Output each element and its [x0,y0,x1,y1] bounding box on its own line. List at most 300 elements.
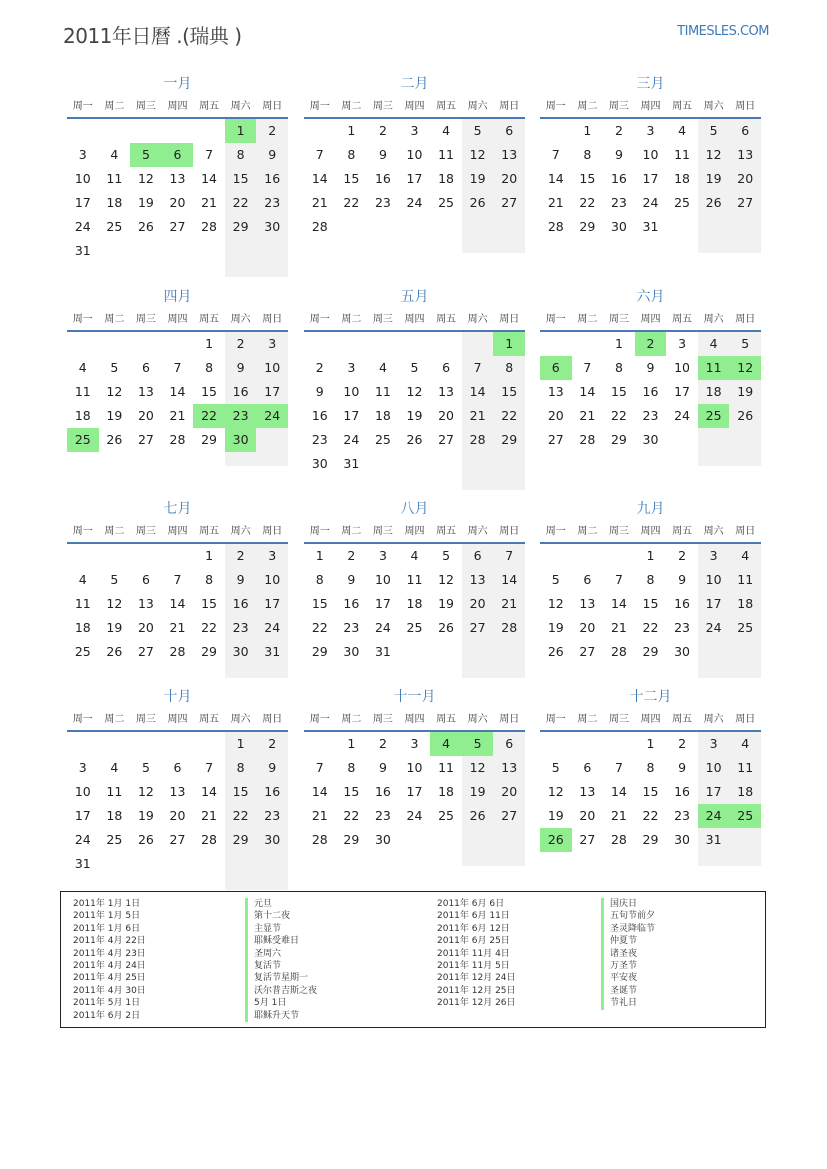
legend-date: 2011年 12月 26日 [437,998,516,1009]
weekday-label: 周日 [735,526,756,537]
weekday-label: 周二 [577,101,598,112]
legend-name: 5月 1日 [245,997,317,1009]
weekday-label: 周四 [404,526,425,537]
weekday-header [304,712,525,732]
holiday-date: 5 [462,732,494,756]
legend-date: 2011年 4月 23日 [73,948,146,959]
legend-name: 第十二夜 [245,910,317,922]
day-cell: 19 [137,195,154,210]
day-cell: 28 [311,832,328,847]
day-cell: 27 [501,808,518,823]
month-name: 十月 [163,689,192,705]
legend-name: 节礼日 [601,997,655,1009]
weekday-label: 周一 [309,526,330,537]
weekday-label: 周四 [404,314,425,325]
day-cell: 23 [642,408,659,423]
day-cell: 8 [315,572,324,587]
day-cell: 9 [236,572,245,587]
day-cell: 7 [173,360,182,375]
weekday-label: 周一 [545,314,566,325]
day-cell: 25 [106,832,123,847]
day-cell: 23 [311,432,328,447]
weekday-label: 周一 [72,526,93,537]
day-cell: 19 [705,171,722,186]
day-cell: 7 [614,760,623,775]
day-cell: 12 [547,784,564,799]
legend-date: 2011年 4月 22日 [73,936,146,947]
holiday-date: 26 [540,828,572,852]
weekday-label: 周一 [309,101,330,112]
day-cell: 11 [374,384,391,399]
legend-date: 2011年 4月 25日 [73,973,146,984]
day-cell: 5 [410,360,419,375]
weekday-label: 周六 [703,526,724,537]
weekday-label: 周一 [545,714,566,725]
day-cell: 20 [737,171,754,186]
day-cell: 26 [137,832,154,847]
day-cell: 21 [610,808,627,823]
weekday-label: 周五 [436,526,457,537]
day-cell: 9 [236,360,245,375]
weekday-header [540,312,761,332]
day-cell: 8 [646,572,655,587]
day-cell: 4 [709,336,718,351]
day-cell: 10 [705,760,722,775]
page-title: 2011年日曆 .(瑞典 ) [63,24,242,48]
weekday-label: 周六 [467,101,488,112]
day-cell: 2 [378,736,387,751]
day-cell: 27 [547,432,564,447]
day-cell: 20 [579,620,596,635]
day-cell: 10 [264,572,281,587]
holiday-legend [60,891,766,1028]
day-cell: 9 [646,360,655,375]
day-cell: 28 [201,219,218,234]
legend-name: 圣诞节 [601,985,655,997]
day-cell: 22 [343,808,360,823]
day-cell: 25 [674,195,691,210]
weekday-label: 周日 [262,101,283,112]
day-cell: 16 [232,384,249,399]
day-cell: 25 [438,195,455,210]
day-cell: 11 [406,572,423,587]
day-cell: 12 [406,384,423,399]
day-cell: 15 [610,384,627,399]
day-cell: 13 [547,384,564,399]
day-cell: 23 [264,195,281,210]
day-cell: 20 [469,596,486,611]
day-cell: 13 [469,572,486,587]
weekday-label: 周六 [703,314,724,325]
weekday-label: 周三 [608,101,629,112]
day-cell: 20 [169,808,186,823]
day-cell: 2 [236,548,245,563]
weekday-label: 周二 [104,714,125,725]
day-cell: 26 [137,219,154,234]
day-cell: 14 [547,171,564,186]
day-cell: 18 [438,171,455,186]
weekday-label: 周六 [467,314,488,325]
weekday-label: 周五 [199,526,220,537]
weekday-label: 周日 [262,714,283,725]
day-cell: 23 [374,808,391,823]
weekday-label: 周一 [72,714,93,725]
day-cell: 19 [137,808,154,823]
day-cell: 7 [551,147,560,162]
day-cell: 27 [169,219,186,234]
day-cell: 12 [106,384,123,399]
legend-date: 2011年 4月 30日 [73,985,146,996]
day-cell: 18 [74,408,91,423]
day-cell: 24 [674,408,691,423]
day-cell: 10 [74,784,91,799]
day-cell: 18 [674,171,691,186]
legend-name: 万圣节 [601,960,655,972]
day-cell: 18 [106,808,123,823]
day-cell: 27 [737,195,754,210]
day-cell: 2 [315,360,324,375]
weekday-label: 周日 [499,314,520,325]
day-cell: 29 [343,832,360,847]
day-cell: 12 [106,596,123,611]
day-cell: 30 [610,219,627,234]
day-cell: 16 [311,408,328,423]
weekday-label: 周一 [72,101,93,112]
weekday-label: 周四 [640,526,661,537]
day-cell: 20 [137,620,154,635]
day-cell: 27 [579,832,596,847]
legend-name: 耶稣升天节 [245,1010,317,1022]
weekday-label: 周一 [545,526,566,537]
day-cell: 21 [501,596,518,611]
legend-name: 耶稣受难日 [245,935,317,947]
day-cell: 17 [264,384,281,399]
holiday-date: 24 [256,404,288,428]
day-cell: 22 [311,620,328,635]
day-cell: 8 [205,360,214,375]
day-cell: 29 [610,432,627,447]
day-cell: 28 [610,832,627,847]
day-cell: 15 [343,784,360,799]
day-cell: 3 [678,336,687,351]
legend-date: 2011年 12月 25日 [437,985,516,996]
day-cell: 3 [347,360,356,375]
day-cell: 20 [169,195,186,210]
day-cell: 21 [169,408,186,423]
weekday-label: 周三 [608,526,629,537]
day-cell: 10 [642,147,659,162]
holiday-date: 2 [635,332,667,356]
day-cell: 14 [501,572,518,587]
day-cell: 29 [201,432,218,447]
day-cell: 29 [501,432,518,447]
weekday-label: 周三 [135,314,156,325]
day-cell: 1 [347,123,356,138]
day-cell: 6 [141,572,150,587]
weekday-label: 周二 [341,714,362,725]
day-cell: 27 [469,620,486,635]
day-cell: 18 [737,596,754,611]
day-cell: 3 [646,123,655,138]
weekday-label: 周三 [372,101,393,112]
holiday-date: 25 [729,804,761,828]
weekday-label: 周六 [230,526,251,537]
weekday-label: 周三 [135,526,156,537]
day-cell: 6 [173,760,182,775]
weekday-label: 周五 [199,314,220,325]
weekday-label: 周二 [104,101,125,112]
day-cell: 29 [642,832,659,847]
day-cell: 1 [205,548,214,563]
day-cell: 9 [268,760,277,775]
weekday-label: 周四 [167,714,188,725]
day-cell: 17 [74,808,91,823]
day-cell: 6 [505,736,514,751]
day-cell: 18 [705,384,722,399]
month-name: 七月 [163,501,192,517]
day-cell: 16 [343,596,360,611]
weekday-label: 周一 [309,714,330,725]
day-cell: 20 [547,408,564,423]
weekday-label: 周五 [672,101,693,112]
day-cell: 13 [501,760,518,775]
day-cell: 1 [236,736,245,751]
weekday-label: 周日 [262,314,283,325]
day-cell: 4 [110,760,119,775]
day-cell: 26 [106,432,123,447]
legend-date: 2011年 6月 25日 [437,936,510,947]
day-cell: 12 [469,760,486,775]
day-cell: 17 [264,596,281,611]
weekday-header [67,712,288,732]
day-cell: 17 [374,596,391,611]
month-name: 十二月 [629,689,672,705]
day-cell: 27 [137,432,154,447]
weekday-label: 周一 [72,314,93,325]
weekday-label: 周四 [640,314,661,325]
weekday-label: 周日 [499,714,520,725]
weekday-label: 周五 [672,714,693,725]
day-cell: 19 [547,620,564,635]
day-cell: 5 [741,336,750,351]
day-cell: 20 [137,408,154,423]
day-cell: 24 [406,808,423,823]
weekday-label: 周日 [735,714,756,725]
day-cell: 4 [110,147,119,162]
day-cell: 4 [78,572,87,587]
day-cell: 18 [406,596,423,611]
weekday-label: 周五 [672,526,693,537]
day-cell: 3 [709,548,718,563]
day-cell: 22 [579,195,596,210]
legend-date: 2011年 1月 1日 [73,899,141,909]
weekday-label: 周二 [577,526,598,537]
day-cell: 24 [74,219,91,234]
day-cell: 28 [469,432,486,447]
day-cell: 30 [264,219,281,234]
day-cell: 18 [74,620,91,635]
day-cell: 17 [705,596,722,611]
day-cell: 31 [343,456,360,471]
legend-name: 复活节 [245,960,317,972]
day-cell: 27 [501,195,518,210]
day-cell: 14 [169,596,186,611]
day-cell: 23 [232,620,249,635]
day-cell: 23 [674,620,691,635]
day-cell: 24 [705,620,722,635]
day-cell: 22 [232,195,249,210]
day-cell: 19 [469,171,486,186]
day-cell: 6 [583,572,592,587]
day-cell: 29 [201,644,218,659]
weekday-label: 周一 [545,101,566,112]
weekday-label: 周五 [436,101,457,112]
day-cell: 1 [315,548,324,563]
day-cell: 31 [705,832,722,847]
day-cell: 12 [547,596,564,611]
day-cell: 8 [205,572,214,587]
day-cell: 2 [347,548,356,563]
day-cell: 8 [505,360,514,375]
weekday-label: 周二 [104,314,125,325]
legend-name: 主显节 [245,923,317,935]
day-cell: 16 [674,596,691,611]
legend-date: 2011年 11月 4日 [437,948,510,959]
day-cell: 26 [547,644,564,659]
day-cell: 7 [505,548,514,563]
day-cell: 9 [378,147,387,162]
day-cell: 9 [315,384,324,399]
day-cell: 14 [610,596,627,611]
day-cell: 13 [737,147,754,162]
day-cell: 10 [264,360,281,375]
day-cell: 15 [201,384,218,399]
month-name: 九月 [636,501,665,517]
day-cell: 23 [264,808,281,823]
day-cell: 11 [74,596,91,611]
day-cell: 6 [741,123,750,138]
day-cell: 2 [678,736,687,751]
day-cell: 6 [473,548,482,563]
holiday-date: 24 [698,804,730,828]
day-cell: 1 [646,548,655,563]
day-cell: 11 [737,760,754,775]
day-cell: 30 [264,832,281,847]
day-cell: 22 [343,195,360,210]
day-cell: 5 [110,360,119,375]
day-cell: 11 [106,171,123,186]
weekday-header [304,99,525,119]
day-cell: 10 [406,760,423,775]
day-cell: 21 [169,620,186,635]
day-cell: 10 [74,171,91,186]
day-cell: 12 [438,572,455,587]
day-cell: 13 [169,171,186,186]
weekday-label: 周五 [436,714,457,725]
day-cell: 12 [469,147,486,162]
weekday-label: 周三 [135,714,156,725]
weekday-label: 周五 [199,714,220,725]
legend-date: 2011年 6月 12日 [437,923,510,934]
day-cell: 24 [642,195,659,210]
weekday-label: 周三 [372,314,393,325]
day-cell: 19 [737,384,754,399]
day-cell: 16 [610,171,627,186]
weekday-label: 周六 [230,314,251,325]
month-name: 一月 [163,76,192,92]
day-cell: 4 [678,123,687,138]
day-cell: 15 [501,384,518,399]
day-cell: 2 [236,336,245,351]
day-cell: 7 [173,572,182,587]
holiday-date: 11 [698,356,730,380]
day-cell: 3 [378,548,387,563]
day-cell: 3 [78,147,87,162]
day-cell: 29 [642,644,659,659]
legend-name: 元旦 [245,898,317,910]
day-cell: 3 [410,123,419,138]
legend-date: 2011年 12月 24日 [437,973,516,984]
day-cell: 8 [347,760,356,775]
day-cell: 31 [74,243,91,258]
day-cell: 14 [579,384,596,399]
weekday-label: 周六 [467,714,488,725]
day-cell: 17 [343,408,360,423]
day-cell: 2 [268,123,277,138]
day-cell: 15 [232,171,249,186]
day-cell: 21 [311,195,328,210]
day-cell: 30 [674,832,691,847]
day-cell: 9 [678,572,687,587]
holiday-date: 1 [493,332,525,356]
legend-right-names [601,898,655,1010]
day-cell: 7 [583,360,592,375]
day-cell: 21 [610,620,627,635]
day-cell: 7 [473,360,482,375]
day-cell: 31 [642,219,659,234]
day-cell: 22 [201,620,218,635]
day-cell: 19 [469,784,486,799]
day-cell: 27 [438,432,455,447]
day-cell: 8 [646,760,655,775]
day-cell: 21 [469,408,486,423]
day-cell: 23 [674,808,691,823]
weekday-header [67,99,288,119]
day-cell: 22 [610,408,627,423]
day-cell: 23 [610,195,627,210]
day-cell: 7 [205,760,214,775]
day-cell: 26 [705,195,722,210]
day-cell: 13 [579,784,596,799]
day-cell: 11 [438,147,455,162]
month-name: 四月 [163,289,192,305]
day-cell: 2 [678,548,687,563]
day-cell: 26 [469,808,486,823]
day-cell: 6 [505,123,514,138]
day-cell: 2 [378,123,387,138]
day-cell: 21 [579,408,596,423]
day-cell: 1 [347,736,356,751]
day-cell: 16 [642,384,659,399]
day-cell: 26 [438,620,455,635]
weekday-label: 周三 [608,714,629,725]
day-cell: 17 [74,195,91,210]
weekday-header [540,524,761,544]
legend-date: 2011年 6月 2日 [73,1010,141,1021]
month-name: 三月 [636,76,665,92]
site-link[interactable]: TIMESLES.COM [677,24,769,39]
day-cell: 16 [264,171,281,186]
